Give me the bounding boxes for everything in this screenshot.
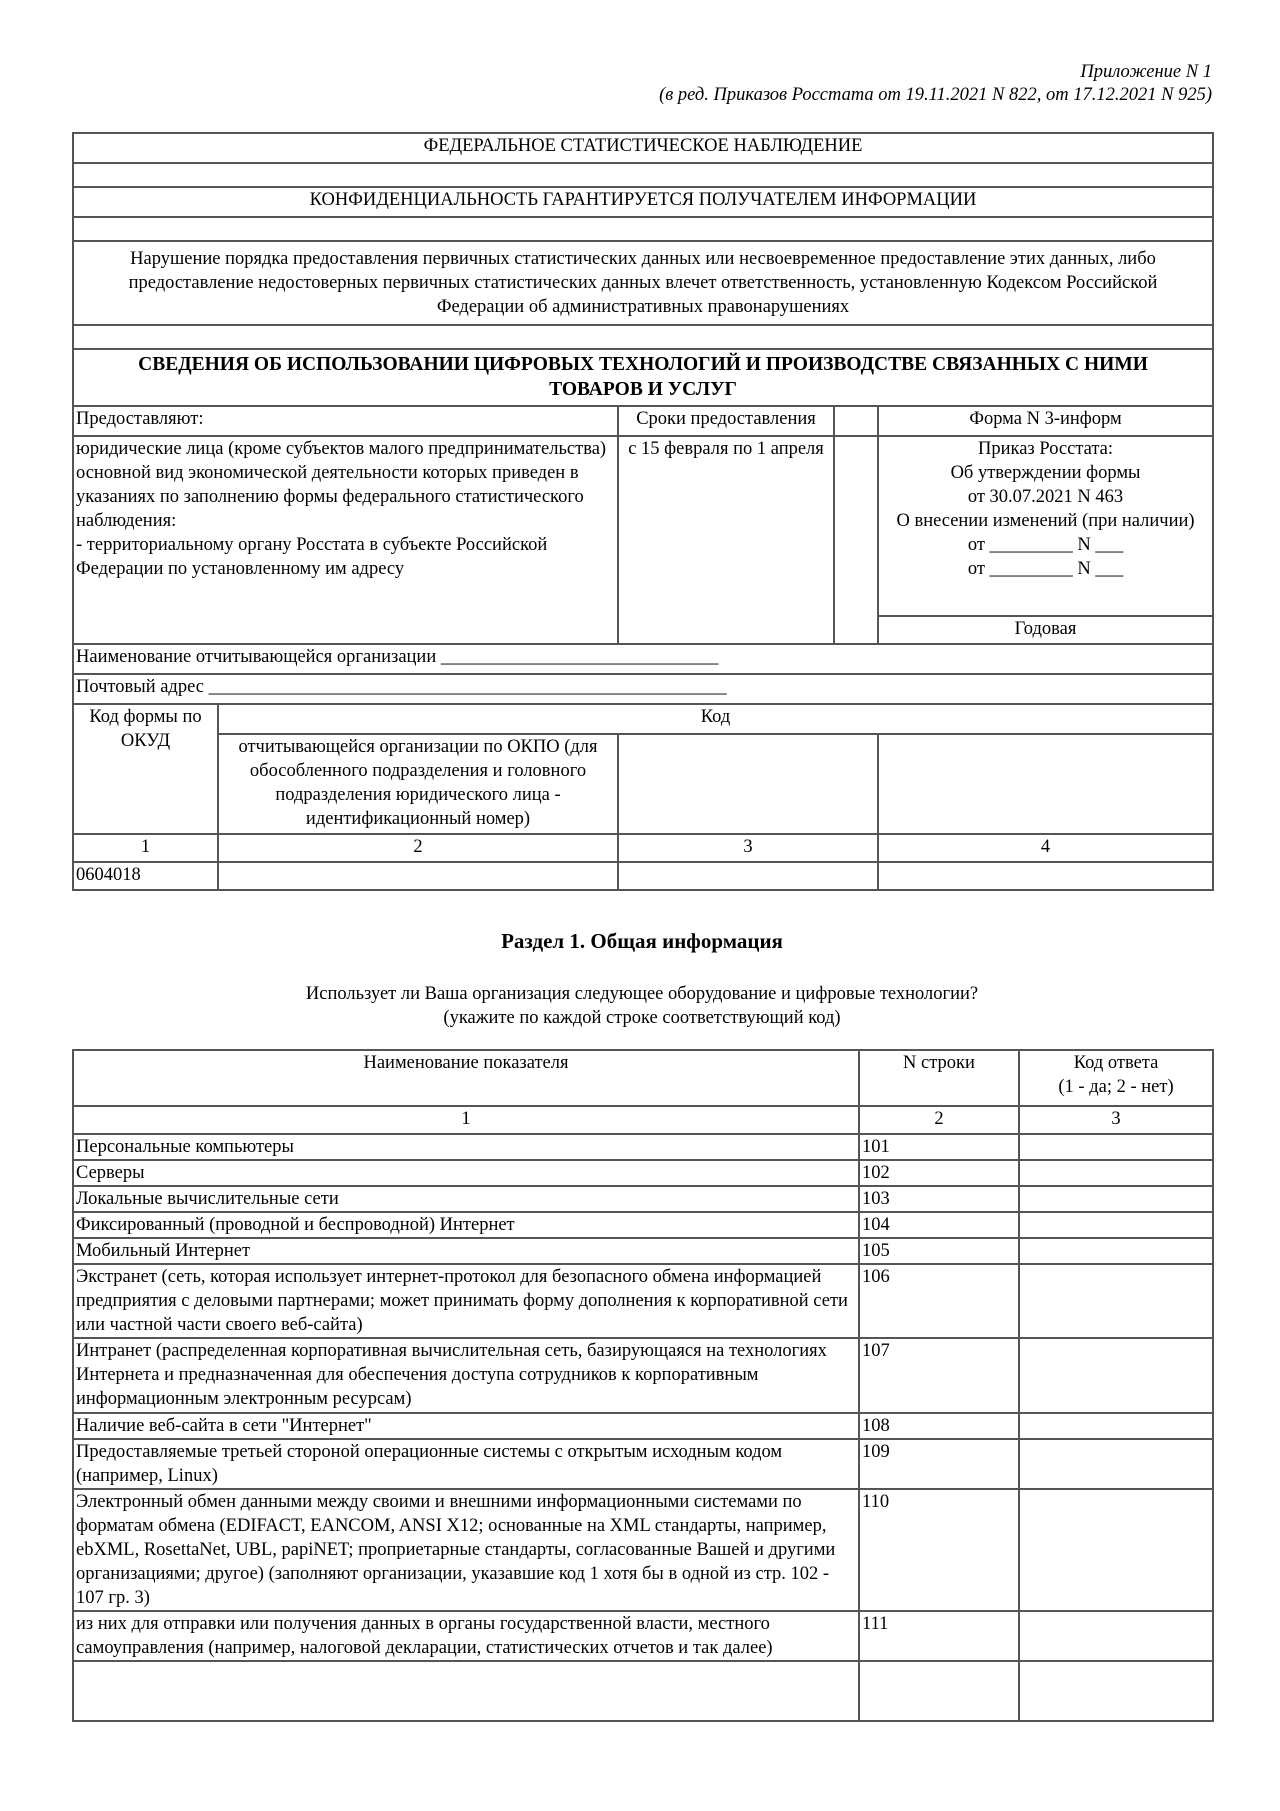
header-indicator-name: Наименование показателя [73, 1050, 859, 1106]
row-number: 110 [859, 1489, 1019, 1611]
answer-code-input[interactable] [1019, 1338, 1213, 1412]
col-num: 4 [878, 834, 1213, 862]
row-number: 106 [859, 1264, 1019, 1338]
indicator-name: Электронный обмен данными между своими и внешними информационными системами по форматам обмена (EDIFACT, EANCOM, ANSI X12; основанные на XML стандарты, например, ebXML, RosettaNet, UBL, papiNET; проприетарные стандарты, согласованные Вашей и другими организациями; другое) (заполняют организации, указавшие код 1 хотя бы в одной из стр. 102 - 107 гр. 3) [73, 1489, 859, 1611]
rosstat-order: Приказ Росстата: Об утверждении формы от 30.07.2021 N 463 О внесении изменений (при наличии) от _________ N ___ от _________ N ___ [878, 436, 1213, 616]
okud-label: Код формы по ОКУД [73, 704, 218, 834]
indicator-name: Серверы [73, 1160, 859, 1186]
code-value-cell-3[interactable] [618, 862, 878, 890]
row-number: 105 [859, 1238, 1019, 1264]
table-row [73, 1264, 1213, 1338]
answer-code-input[interactable] [1019, 1134, 1213, 1160]
table-row-partial [73, 1661, 1213, 1721]
table-row [73, 1134, 1213, 1160]
row-number: 103 [859, 1186, 1019, 1212]
liability-warning: Нарушение порядка предоставления первичных статистических данных или несвоевременное предоставление этих данных, либо предоставление недостоверных первичных статистических данных влечет ответственность, установленную Кодексом Российской Федерации об административных правонарушениях [73, 241, 1213, 325]
blank-row [73, 217, 1213, 241]
indicator-name: из них для отправки или получения данных в органы государственной власти, местного самоуправления (например, налоговой декларации, статистических отчетов и так далее) [73, 1611, 859, 1661]
okpo-label: отчитывающейся организации по ОКПО (для обособленного подразделения и головного подразделения юридического лица - идентификационный номер) [218, 734, 618, 834]
answer-code-input[interactable] [1019, 1264, 1213, 1338]
spacer-cell [834, 406, 878, 436]
indicator-name: Наличие веб-сайта в сети "Интернет" [73, 1413, 859, 1439]
section-question [72, 982, 1212, 1030]
col-num: 3 [1019, 1106, 1213, 1134]
table-row [73, 1238, 1213, 1264]
answer-code-input[interactable] [1019, 1212, 1213, 1238]
okud-value: 0604018 [73, 862, 218, 890]
deadline-label: Сроки предоставления [618, 406, 834, 436]
table-row [73, 1611, 1213, 1661]
spacer-cell [834, 436, 878, 644]
indicators-table [72, 1049, 1214, 1722]
table-row [73, 1489, 1213, 1611]
code-value-cell-4[interactable] [878, 862, 1213, 890]
header-answer-code: Код ответа (1 - да; 2 - нет) [1019, 1050, 1213, 1106]
indicator-name: Предоставляемые третьей стороной операционные системы с открытым исходным кодом (например, Linux) [73, 1439, 859, 1489]
confidentiality-heading: КОНФИДЕНЦИАЛЬНОСТЬ ГАРАНТИРУЕТСЯ ПОЛУЧАТЕЛЕМ ИНФОРМАЦИИ [73, 187, 1213, 217]
indicator-name: Экстранет (сеть, которая использует интернет-протокол для безопасного обмена информацией предприятия с деловыми партнерами; может принимать форму дополнения к корпоративной сети или частной части своего веб-сайта) [73, 1264, 859, 1338]
blank-cell [1019, 1661, 1213, 1721]
col-num: 1 [73, 1106, 859, 1134]
code-cell-3[interactable] [618, 734, 878, 834]
appendix-note [659, 61, 1212, 107]
periodicity: Годовая [878, 616, 1213, 644]
answer-code-input[interactable] [1019, 1439, 1213, 1489]
indicators-body [73, 1134, 1213, 1721]
answer-code-input[interactable] [1019, 1489, 1213, 1611]
indicator-name: Персональные компьютеры [73, 1134, 859, 1160]
answer-code-input[interactable] [1019, 1238, 1213, 1264]
form-header-table [72, 132, 1214, 891]
row-number: 109 [859, 1439, 1019, 1489]
section-title: Раздел 1. Общая информация [501, 929, 783, 953]
table-row [73, 1413, 1213, 1439]
indicator-name: Мобильный Интернет [73, 1238, 859, 1264]
row-number: 107 [859, 1338, 1019, 1412]
blank-row [73, 163, 1213, 187]
appendix-line-1: Приложение N 1 [1080, 62, 1212, 82]
row-number: 101 [859, 1134, 1019, 1160]
col-num: 1 [73, 834, 218, 862]
row-number: 104 [859, 1212, 1019, 1238]
table-row [73, 1439, 1213, 1489]
indicator-name: Локальные вычислительные сети [73, 1186, 859, 1212]
row-number: 108 [859, 1413, 1019, 1439]
table-row [73, 1212, 1213, 1238]
code-cell-4[interactable] [878, 734, 1213, 834]
col-num: 3 [618, 834, 878, 862]
table-row [73, 1160, 1213, 1186]
col-num: 2 [218, 834, 618, 862]
form-title: СВЕДЕНИЯ ОБ ИСПОЛЬЗОВАНИИ ЦИФРОВЫХ ТЕХНОЛОГИЙ И ПРОИЗВОДСТВЕ СВЯЗАННЫХ С НИМИ ТОВАРОВ И УСЛУГ [73, 349, 1213, 406]
blank-row [73, 325, 1213, 349]
row-number: 111 [859, 1611, 1019, 1661]
header-row-number: N строки [859, 1050, 1019, 1106]
answer-code-input[interactable] [1019, 1160, 1213, 1186]
provide-label: Предоставляют: [73, 406, 618, 436]
appendix-line-2: (в ред. Приказов Росстата от 19.11.2021 N 822, от 17.12.2021 N 925) [659, 85, 1212, 106]
table-row [73, 1186, 1213, 1212]
table-row [73, 1338, 1213, 1412]
answer-code-input[interactable] [1019, 1186, 1213, 1212]
code-label: Код [218, 704, 1213, 734]
form-number: Форма N 3-информ [878, 406, 1213, 436]
postal-address-field[interactable]: Почтовый адрес ________________________________________________________ [73, 674, 1213, 704]
org-name-field[interactable]: Наименование отчитывающейся организации ______________________________ [73, 644, 1213, 674]
col-num: 2 [859, 1106, 1019, 1134]
okpo-value-cell[interactable] [218, 862, 618, 890]
federal-observation-heading: ФЕДЕРАЛЬНОЕ СТАТИСТИЧЕСКОЕ НАБЛЮДЕНИЕ [73, 133, 1213, 163]
provide-text: юридические лица (кроме субъектов малого предпринимательства) основной вид экономической деятельности которых приведен в указаниях по заполнению формы федерального статистического наблюдения: - территориальному органу Росстата в субъекте Российской Федерации по установленному им адресу [73, 436, 618, 644]
indicator-name: Интранет (распределенная корпоративная вычислительная сеть, базирующаяся на технологиях Интернета и предназначенная для обеспечения доступа сотрудников к корпоративным информационным электронным ресурсам) [73, 1338, 859, 1412]
row-number: 102 [859, 1160, 1019, 1186]
answer-code-input[interactable] [1019, 1413, 1213, 1439]
blank-cell [73, 1661, 859, 1721]
blank-cell [859, 1661, 1019, 1721]
indicator-name: Фиксированный (проводной и беспроводной) Интернет [73, 1212, 859, 1238]
question-line-1: Использует ли Ваша организация следующее оборудование и цифровые технологии? [305, 984, 979, 1004]
question-line-2: (укажите по каждой строке соответствующий код) [443, 1008, 841, 1029]
deadline-text: с 15 февраля по 1 апреля [618, 436, 834, 644]
answer-code-input[interactable] [1019, 1611, 1213, 1661]
